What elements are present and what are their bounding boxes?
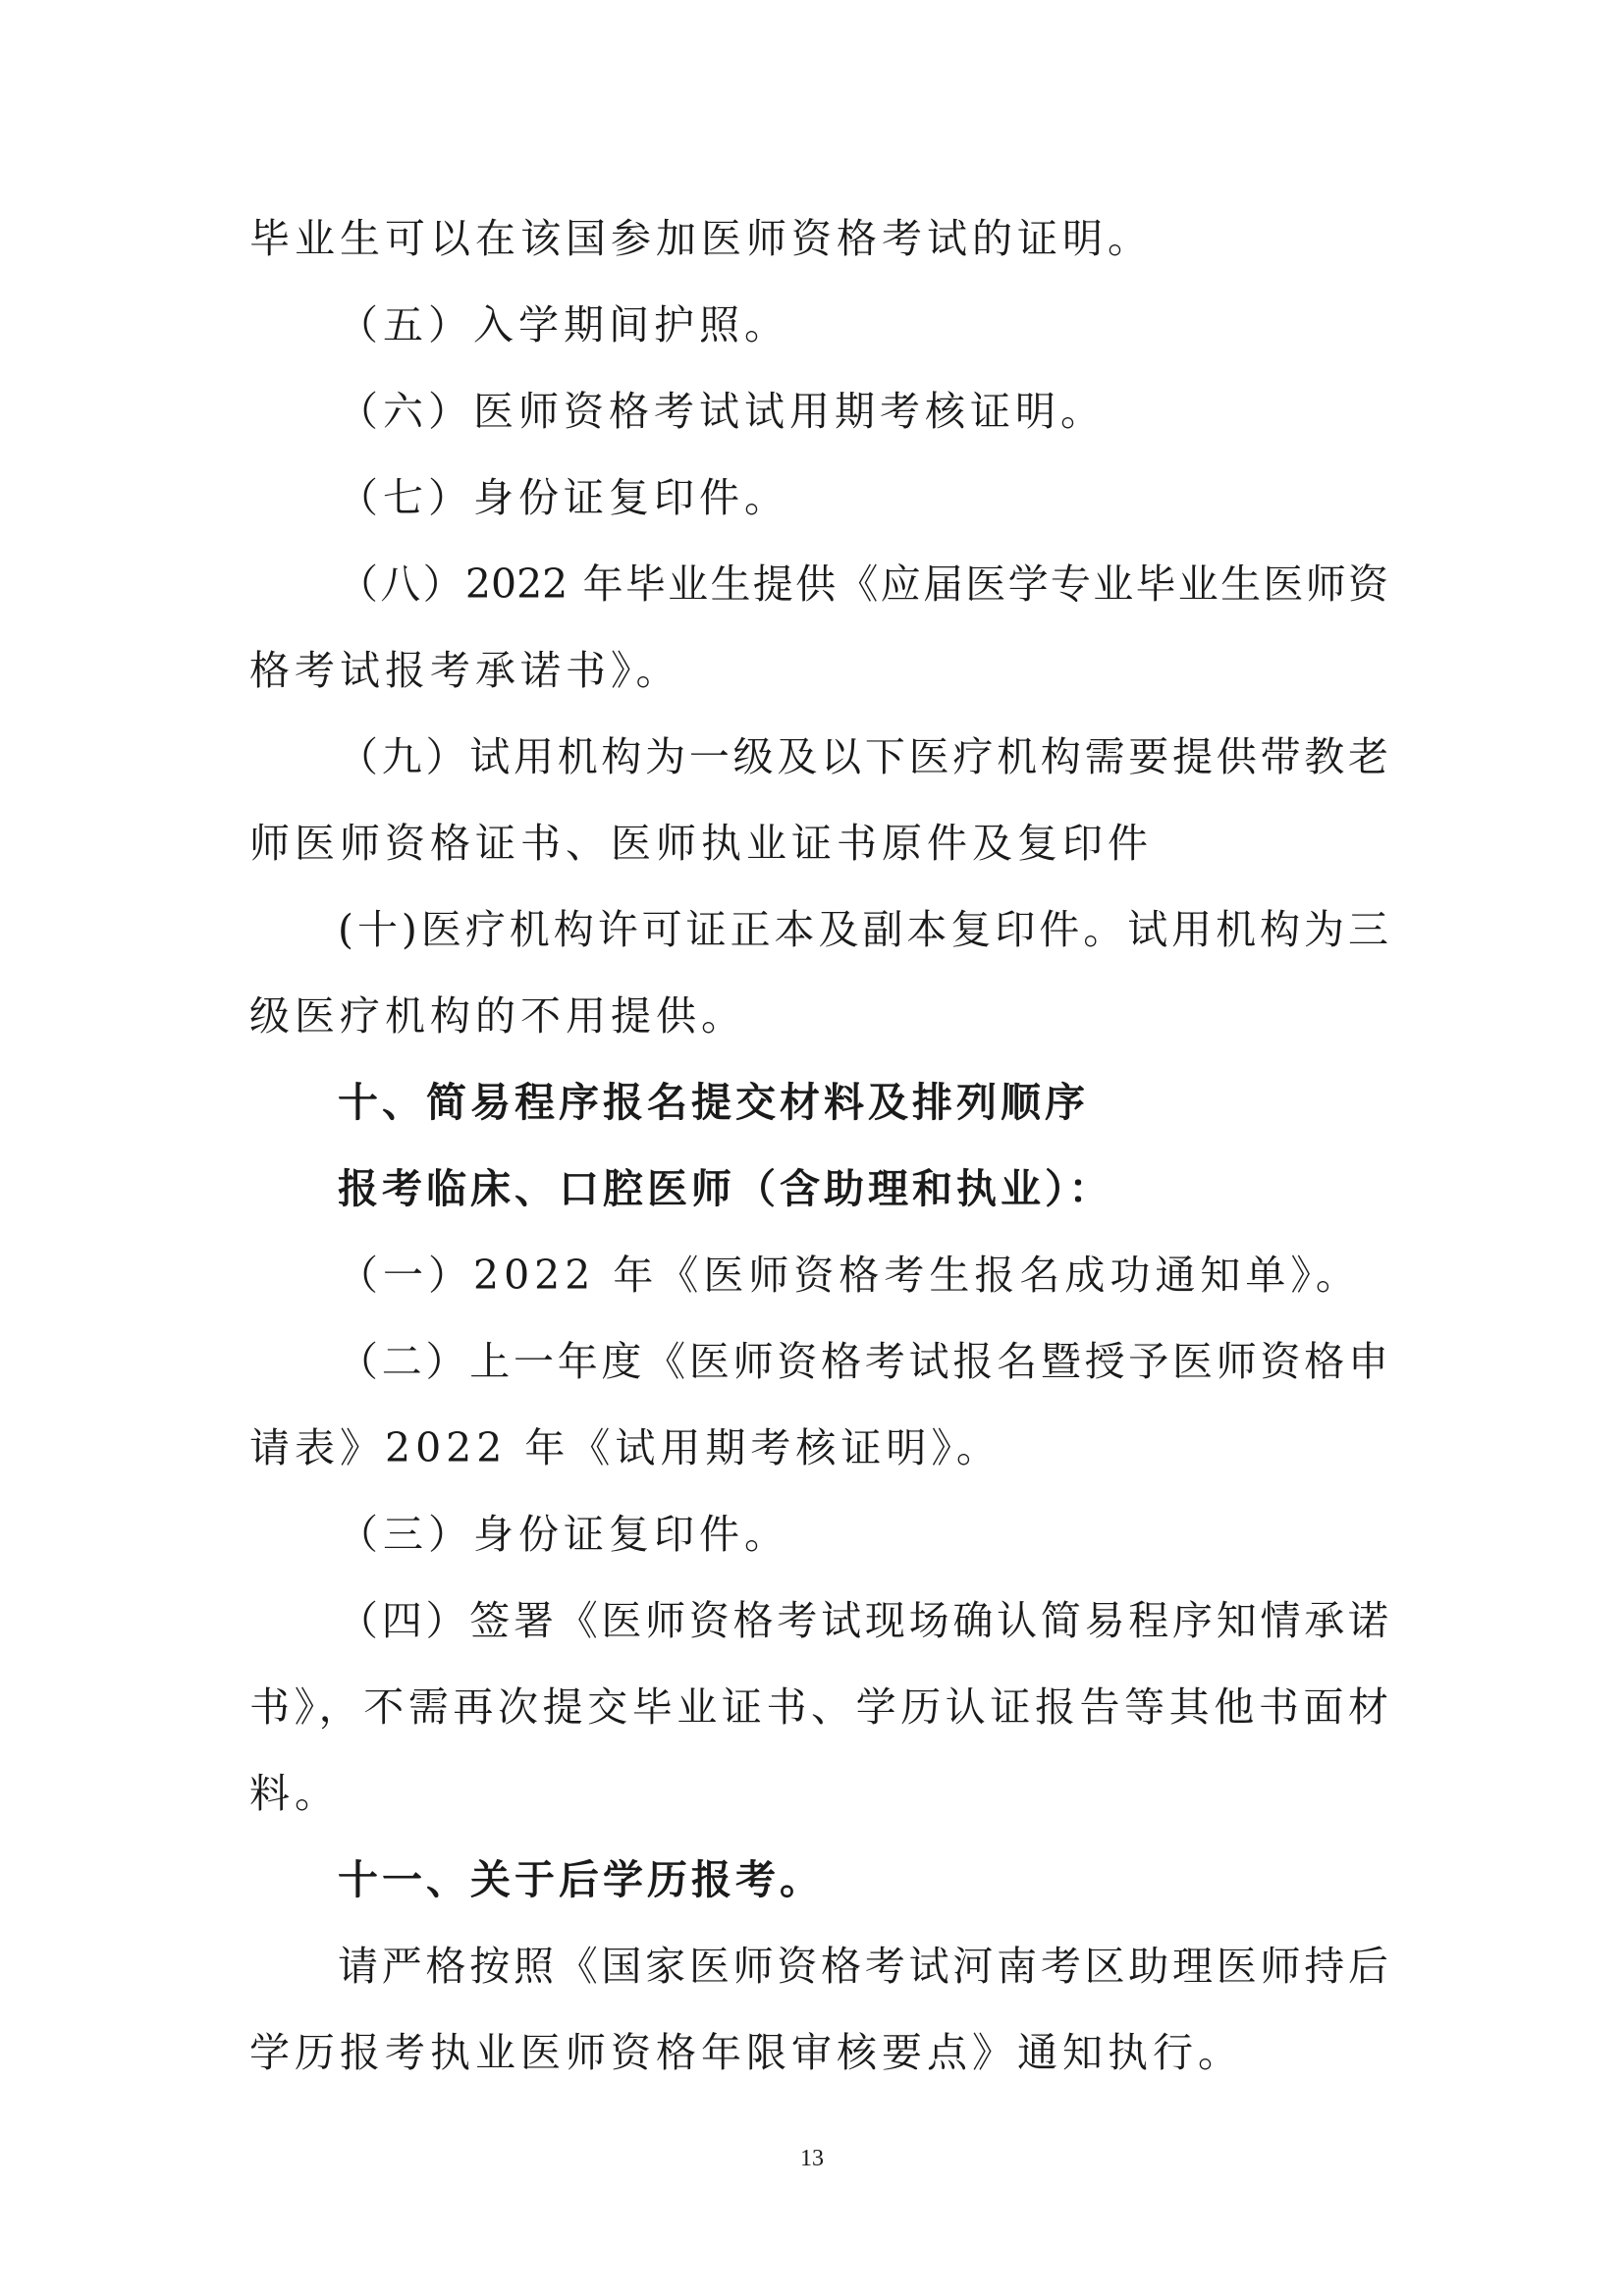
body-line: 书》，不需再次提交毕业证书、学历认证报告等其他书面材 bbox=[249, 1683, 1388, 1731]
list-item-10: (十)医疗机构许可证正本及副本复印件。试用机构为三 bbox=[338, 906, 1388, 953]
body-line: 师医师资格证书、医师执业证书原件及复印件 bbox=[249, 820, 1153, 867]
section-heading-11: 十一、关于后学历报考。 bbox=[338, 1856, 824, 1903]
body-paragraph-start: 请严格按照《国家医师资格考试河南考区助理医师持后 bbox=[338, 1943, 1388, 1990]
list-item-8: （八）2022 年毕业生提供《应届医学专业毕业生医师资 bbox=[338, 561, 1388, 608]
list-item-7: （七）身份证复印件。 bbox=[338, 474, 789, 521]
list-item-4: （四）签署《医师资格考试现场确认简易程序知情承诺 bbox=[338, 1597, 1388, 1644]
list-item-9: （九）试用机构为一级及以下医疗机构需要提供带教老 bbox=[338, 733, 1388, 780]
page-number: 13 bbox=[800, 2146, 824, 2171]
subheading: 报考临床、口腔医师（含助理和执业）： bbox=[338, 1165, 1113, 1212]
body-line: 格考试报考承诺书》。 bbox=[249, 647, 681, 694]
section-heading-10: 十、简易程序报名提交材料及排列顺序 bbox=[338, 1079, 1089, 1126]
list-item-2: （二）上一年度《医师资格考试报名暨授予医师资格申 bbox=[338, 1338, 1388, 1385]
list-item-1: （一）2022 年《医师资格考生报名成功通知单》。 bbox=[338, 1252, 1361, 1299]
list-item-6: （六）医师资格考试试用期考核证明。 bbox=[338, 388, 1106, 435]
body-line: 级医疗机构的不用提供。 bbox=[249, 992, 746, 1040]
body-line: 学历报考执业医师资格年限审核要点》通知执行。 bbox=[249, 2029, 1243, 2076]
body-line: 料。 bbox=[249, 1770, 340, 1817]
body-line: 毕业生可以在该国参加医师资格考试的证明。 bbox=[249, 215, 1153, 262]
body-line: 请表》2022 年《试用期考核证明》。 bbox=[249, 1424, 1001, 1471]
list-item-3: （三）身份证复印件。 bbox=[338, 1511, 789, 1558]
list-item-5: （五）入学期间护照。 bbox=[338, 301, 789, 348]
